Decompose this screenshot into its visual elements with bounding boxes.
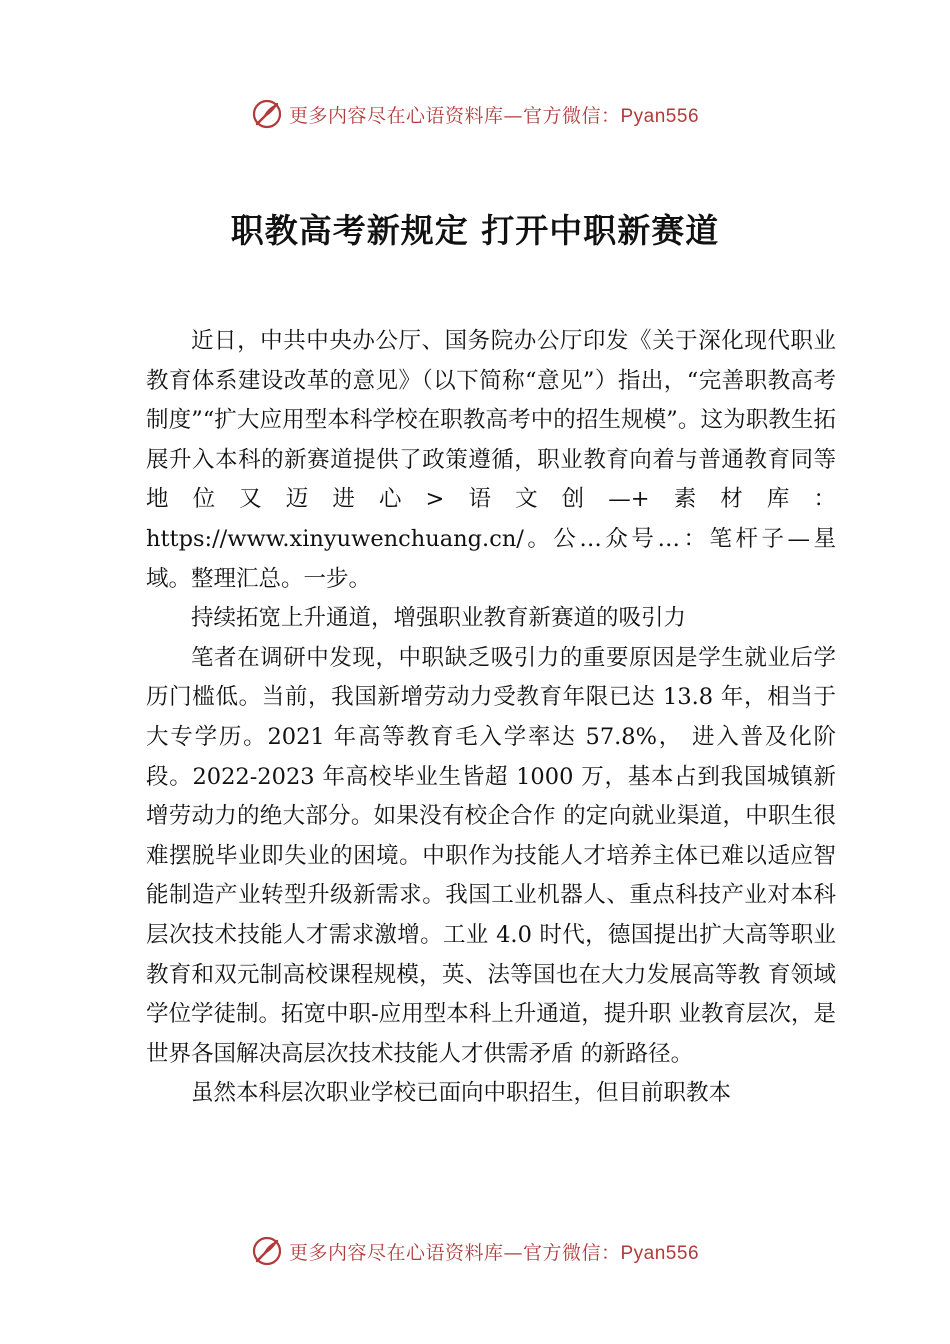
footer-banner (0, 1231, 950, 1271)
quill-logo-icon (251, 1235, 283, 1267)
footer-banner-text: 更多内容尽在心语资料库—官方微信：Pyan556 (288, 1241, 700, 1264)
article-title: 职教高考新规定 打开中职新赛道 (230, 211, 720, 250)
quill-logo-icon (251, 98, 283, 130)
paragraph-continuation: 虽然本科层次职业学校已面向中职招生，但目前职教本 (191, 1080, 732, 1107)
paragraph-intro: 近日，中共中央办公厅、国务院办公厅印发《关于深化现代职业教育体系建设改革的意见》（以下简称“意见”）指出，“完善职教高考制度”“扩大应用型本科学校在职教高考中的招生规模”。这为职教生拓展升入本科的新赛道提供了政策遵循，职业教育向着与普通教育同等地位又迈进心>语文创—+素材库：https://www.xinyuwenchuang.cn/。公…众号…：笔杆子—星域。整理汇总。一步。 (146, 328, 836, 592)
header-banner-text: 更多内容尽在心语资料库—官方微信：Pyan556 (288, 104, 700, 127)
article-body (146, 322, 836, 1114)
paragraph-research: 笔者在调研中发现，中职缺乏吸引力的重要原因是学生就业后学历门槛低。当前，我国新增劳动力受教育年限已达 13.8 年，相当于大专学历。2021 年高等教育毛入学率达 57.8%， 进入普及化阶段。2022-2023 年高校毕业生皆超 1000 万，基本占到我国城镇新增劳动力的绝大部分。如果没有校企合作 的定向就业渠道，中职生很难摆脱毕业即失业的困境。中职作为技能人才培养主体已难以适应智能制造产业转型升级新需求。我国工业机器人、重点科技产业对本科层次技术技能人才需求激增。工业 4.0 时代，德国提出扩大高等职业教育和双元制高校课程规模，英、法等国也在大力发展高等教 育领域学位学徒制。拓宽中职-应用型本科上升通道，提升职 业教育层次，是世界各国解决高层次技术技能人才供需矛盾 的新路径。 (146, 644, 836, 1067)
paragraph-subheading: 持续拓宽上升通道，增强职业教育新赛道的吸引力 (191, 605, 687, 632)
header-banner (0, 94, 950, 134)
